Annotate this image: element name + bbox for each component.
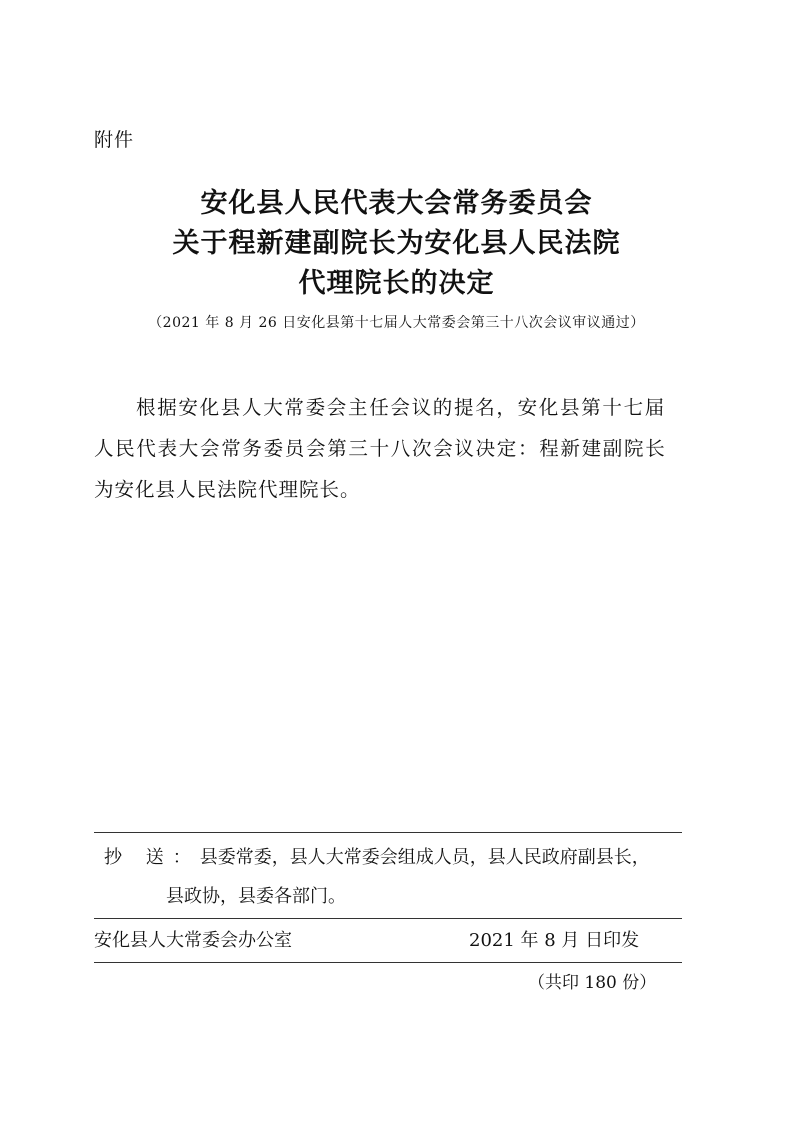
body-paragraph-line-3: 为安化县人民法院代理院长。: [94, 478, 361, 501]
footer-divider-middle: [94, 918, 682, 919]
footer-divider-bottom: [94, 962, 682, 963]
footer-divider-top: [94, 832, 682, 833]
print-date: 2021 年 8 月 日印发: [469, 930, 640, 951]
document-title-line-3: 代理院长的决定: [298, 268, 495, 299]
body-paragraph-line-1: 根据安化县人大常委会主任会议的提名，安化县第十七届: [136, 396, 667, 419]
body-paragraph-line-2: 人民代表大会常务委员会第三十八次会议决定：程新建副院长: [94, 437, 667, 460]
document-title-line-2: 关于程新建副院长为安化县人民法院: [172, 228, 621, 259]
cc-row: [104, 846, 650, 870]
issuing-office: 安化县人大常委会办公室: [94, 930, 292, 951]
cc-recipients-line-1: 县委常委，县人大常委会组成人员，县人民政府副县长，: [199, 847, 650, 868]
cc-recipients-line-2: 县政协，县委各部门。: [166, 886, 346, 907]
cc-label: 抄 送：: [104, 847, 200, 868]
print-copies: （共印 180 份）: [528, 973, 657, 993]
approval-note: （2021 年 8 月 26 日安化县第十七届人大常委会第三十八次会议审议通过）: [148, 315, 645, 331]
document-title-line-1: 安化县人民代表大会常务委员会: [200, 188, 593, 219]
attachment-label: 附件: [94, 129, 135, 151]
